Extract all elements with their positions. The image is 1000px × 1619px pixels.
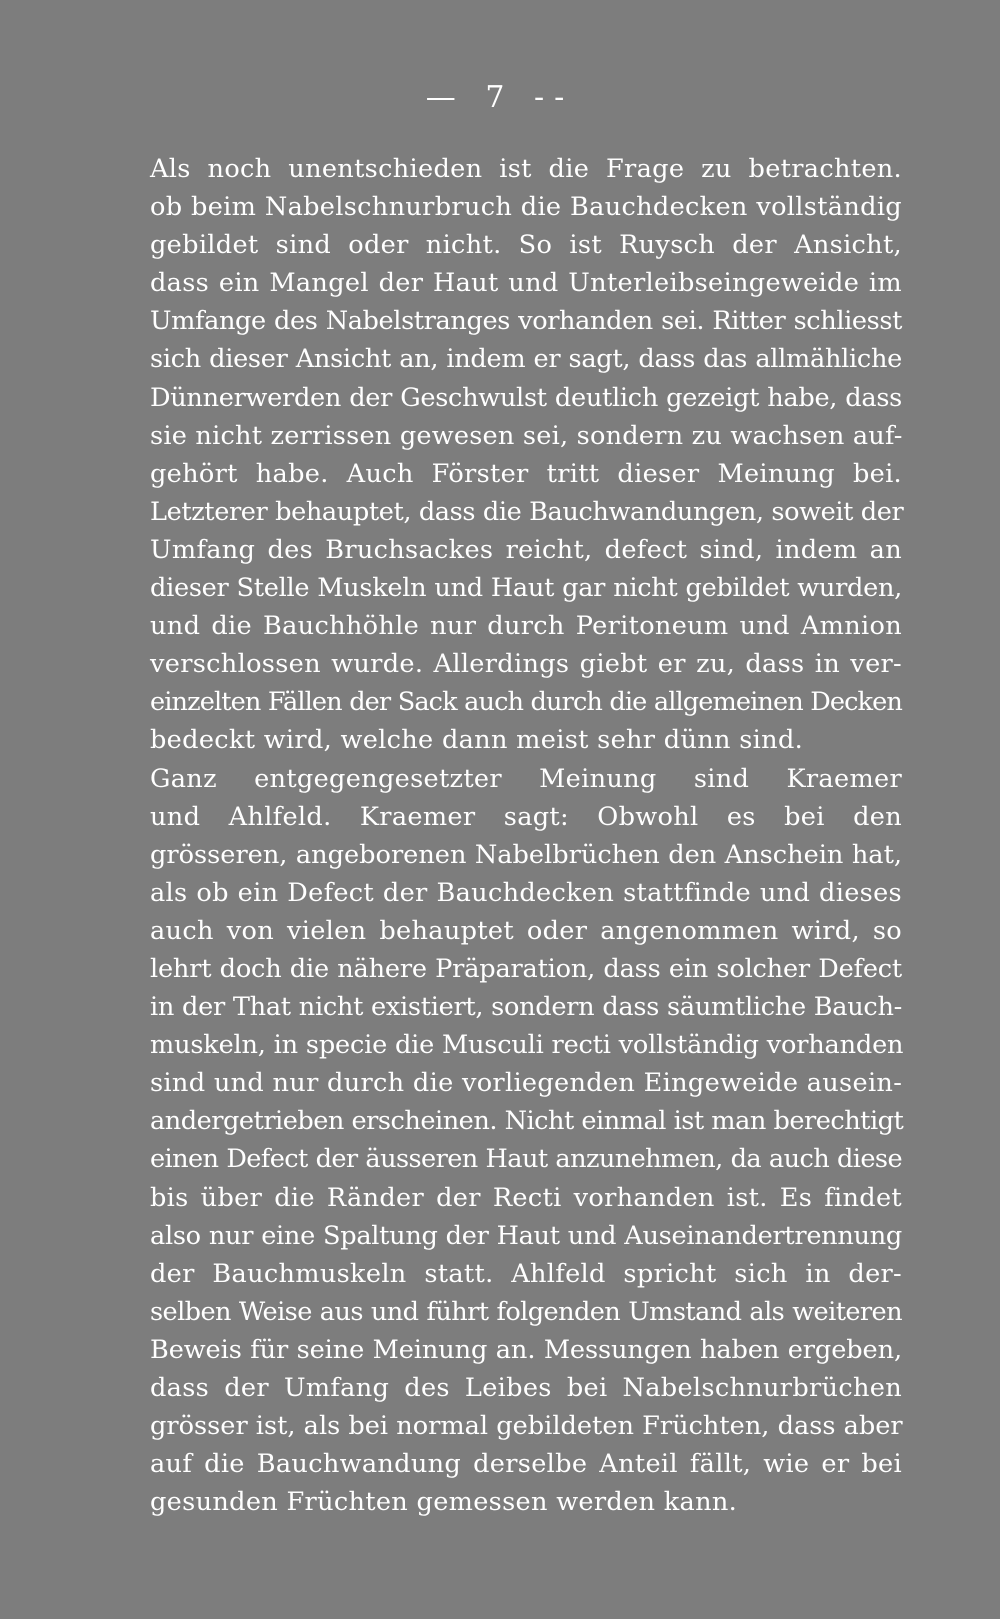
- text-line: selben Weise aus und führt folgenden Umstand als weiteren: [150, 1296, 902, 1327]
- text-line: gehört habe. Auch Förster tritt dieser Meinung bei.: [150, 458, 902, 489]
- text-line: der Bauchmuskeln statt. Ahlfeld spricht sich in der-: [150, 1258, 902, 1289]
- text-line: grösseren, angeborenen Nabelbrüchen den Anschein hat,: [150, 839, 902, 870]
- text-line: einzelten Fällen der Sack auch durch die allgemeinen Decken: [150, 687, 902, 718]
- text-line: Als noch unentschieden ist die Frage zu betrachten.: [150, 154, 902, 184]
- text-line: also nur eine Spaltung der Haut und Auseinandertrennung: [150, 1220, 902, 1251]
- text-line: Beweis für seine Meinung an. Messungen haben ergeben,: [150, 1334, 902, 1365]
- text-line: und die Bauchhöhle nur durch Peritoneum und Amnion: [150, 611, 902, 642]
- text-line: auch von vielen behauptet oder angenommen wird, so: [150, 915, 902, 946]
- text-line: bis über die Ränder der Recti vorhanden ist. Es findet: [150, 1182, 902, 1213]
- text-line: Umfang des Bruchsackes reicht, defect sind, indem an: [150, 534, 902, 565]
- text-line: grösser ist, als bei normal gebildeten Früchten, dass aber: [150, 1411, 903, 1442]
- text-line: sie nicht zerrissen gewesen sei, sondern zu wachsen auf-: [150, 420, 903, 451]
- text-line: verschlossen wurde. Allerdings giebt er zu, dass in ver-: [150, 649, 902, 680]
- text-line: dass ein Mangel der Haut und Unterleibseingeweide im: [150, 268, 902, 299]
- text-line: in der That nicht existiert, sondern dass säumtliche Bauch-: [150, 992, 902, 1023]
- text-line: als ob ein Defect der Bauchdecken stattfinde und dieses: [150, 877, 902, 908]
- text-line: ob beim Nabelschnurbruch die Bauchdecken vollständig: [150, 192, 902, 223]
- text-line: Letzterer behauptet, dass die Bauchwandungen, soweit der: [150, 496, 904, 527]
- paragraph-2: [72, 760, 902, 1522]
- paragraph-1: [72, 150, 902, 760]
- text-line: einen Defect der äusseren Haut anzunehmen, da auch diese: [150, 1144, 902, 1175]
- text-line: Ganz entgegengesetzter Meinung sind Kraemer: [150, 763, 902, 794]
- page-number: — 7 --: [425, 80, 575, 115]
- text-line: auf die Bauchwandung derselbe Anteil fällt, wie er bei: [150, 1449, 902, 1480]
- text-line: und Ahlfeld. Kraemer sagt: Obwohl es bei den: [150, 801, 902, 832]
- text-line: gebildet sind oder nicht. So ist Ruysch der Ansicht,: [150, 230, 902, 261]
- text-line: Umfange des Nabelstranges vorhanden sei. Ritter schliesst: [150, 306, 902, 337]
- text-line: andergetrieben erscheinen. Nicht einmal ist man berechtigt: [150, 1106, 904, 1137]
- text-line: gesunden Früchten gemessen werden kann.: [150, 1487, 738, 1518]
- text-line: lehrt doch die nähere Präparation, dass ein solcher Defect: [150, 953, 902, 984]
- text-line: sich dieser Ansicht an, indem er sagt, dass das allmähliche: [150, 344, 902, 375]
- text-line: dass der Umfang des Leibes bei Nabelschnurbrüchen: [150, 1373, 902, 1403]
- text-line: Dünnerwerden der Geschwulst deutlich gezeigt habe, dass: [150, 382, 902, 413]
- text-line: dieser Stelle Muskeln und Haut gar nicht gebildet wurden,: [150, 573, 902, 604]
- text-line: muskeln, in specie die Musculi recti vollständig vorhanden: [150, 1030, 904, 1061]
- body-text: [72, 150, 902, 1521]
- text-line: sind und nur durch die vorliegenden Eingeweide ausein-: [150, 1068, 903, 1099]
- text-line: bedeckt wird, welche dann meist sehr dünn sind.: [150, 725, 804, 756]
